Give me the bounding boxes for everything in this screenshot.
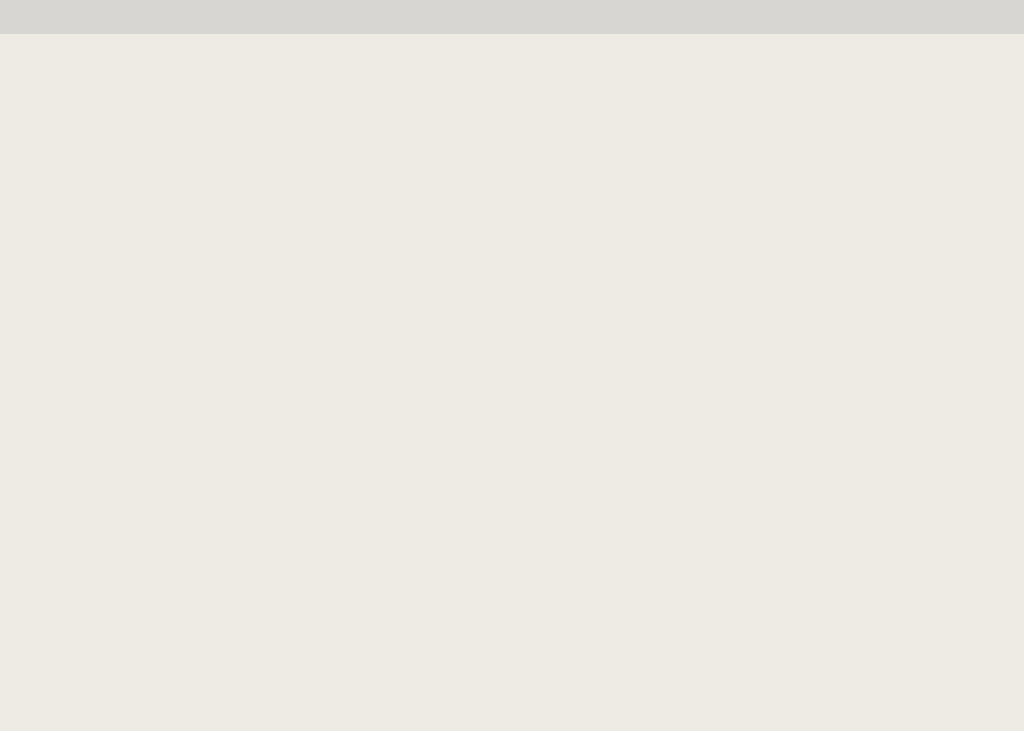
scan-top-margin xyxy=(0,0,1024,34)
